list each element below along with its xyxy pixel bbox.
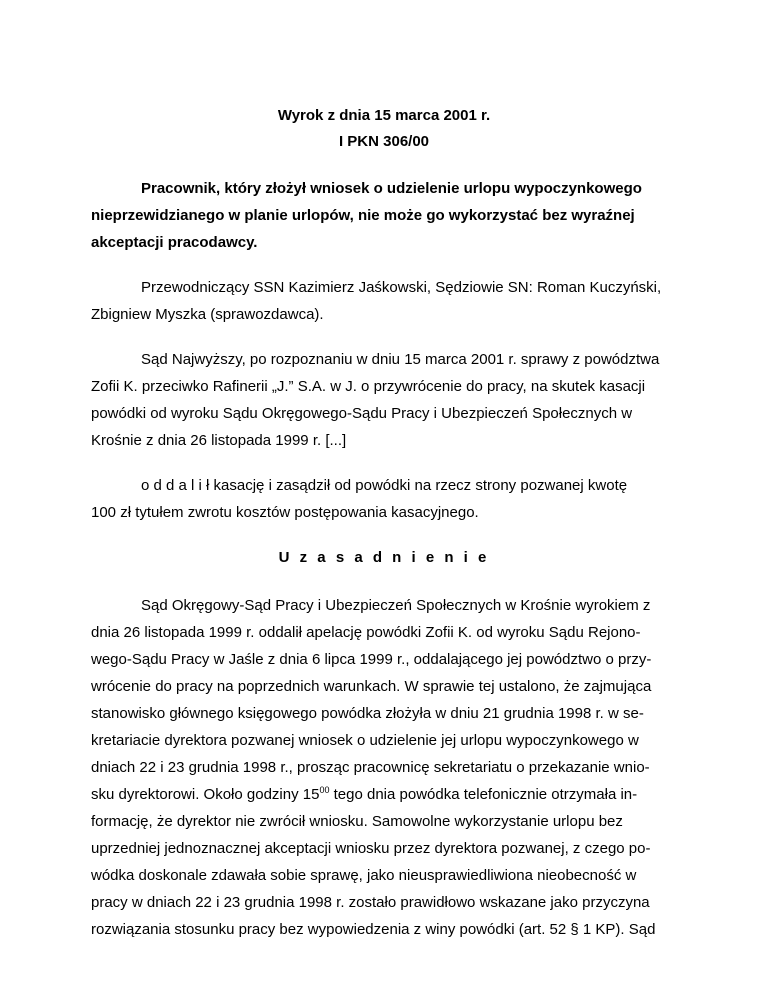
justification-line-12: pracy w dniach 22 i 23 grudnia 1998 r. zostało prawidłowo wskazane jako przyczyna bbox=[91, 894, 650, 911]
justification-line-11: wódka doskonale zdawała sobie sprawę, jako nieusprawiedliwiona nieobecność w bbox=[91, 867, 637, 884]
decision-line-1 bbox=[141, 477, 627, 495]
justification-line-7: dniach 22 i 23 grudnia 1998 r., prosząc pracownicę sekretariatu o przekazanie wnio- bbox=[91, 759, 650, 776]
justification-line-6: kretariacie dyrektora pozwanej wniosek o udzielenie jej urlopu wypoczynkowego w bbox=[91, 732, 639, 749]
justification-line-2: dnia 26 listopada 1999 r. oddalił apelację powódki Zofii K. od wyroku Sądu Rejono- bbox=[91, 624, 641, 641]
judgment-title: Wyrok z dnia 15 marca 2001 r. bbox=[277, 107, 491, 124]
justification-heading: U z a s a d n i e n i e bbox=[278, 549, 490, 566]
ruling-intro-line-3: powódki od wyroku Sądu Okręgowego-Sądu Pracy i Ubezpieczeń Społecznych w bbox=[91, 405, 633, 422]
case-number: I PKN 306/00 bbox=[338, 133, 430, 150]
decision-keyword: o d d a l i ł bbox=[141, 477, 210, 494]
thesis-line-2: nieprzewidzianego w planie urlopów, nie może go wykorzystać bez wyraźnej bbox=[91, 207, 635, 224]
justification-line-8 bbox=[91, 786, 637, 804]
hour-superscript: 00 bbox=[319, 785, 330, 795]
ruling-intro-line-4: Krośnie z dnia 26 listopada 1999 r. [...] bbox=[91, 432, 347, 449]
hour-text-before: sku dyrektorowi. Około godziny 15 bbox=[91, 786, 320, 803]
composition-line-1: Przewodniczący SSN Kazimierz Jaśkowski, Sędziowie SN: Roman Kuczyński, bbox=[141, 279, 662, 296]
justification-line-1: Sąd Okręgowy-Sąd Pracy i Ubezpieczeń Społecznych w Krośnie wyrokiem z bbox=[141, 597, 651, 614]
composition-line-2: Zbigniew Myszka (sprawozdawca). bbox=[91, 306, 324, 323]
thesis-line-1: Pracownik, który złożył wniosek o udzielenie urlopu wypoczynkowego bbox=[141, 180, 642, 197]
justification-line-3: wego-Sądu Pracy w Jaśle z dnia 6 lipca 1999 r., oddalającego jej powództwo o przy- bbox=[91, 651, 652, 668]
ruling-intro-line-1: Sąd Najwyższy, po rozpoznaniu w dniu 15 marca 2001 r. sprawy z powództwa bbox=[141, 351, 660, 368]
justification-line-13: rozwiązania stosunku pracy bez wypowiedzenia z winy powódki (art. 52 § 1 KP). Sąd bbox=[91, 921, 656, 938]
hour-text-after: tego dnia powódka telefonicznie otrzymała in- bbox=[329, 786, 638, 803]
decision-line-2: 100 zł tytułem zwrotu kosztów postępowania kasacyjnego. bbox=[91, 504, 479, 521]
justification-line-9: formację, że dyrektor nie zwrócił wniosku. Samowolne wykorzystanie urlopu bez bbox=[91, 813, 623, 830]
justification-line-4: wrócenie do pracy na poprzednich warunkach. W sprawie tej ustalono, że zajmująca bbox=[91, 678, 652, 695]
justification-line-5: stanowisko głównego księgowego powódka złożyła w dniu 21 grudnia 1998 r. w se- bbox=[91, 705, 644, 722]
decision-text: kasację i zasądził od powódki na rzecz strony pozwanej kwotę bbox=[209, 477, 628, 494]
ruling-intro-line-2: Zofii K. przeciwko Rafinerii „J.” S.A. w J. o przywrócenie do pracy, na skutek kasacji bbox=[91, 378, 646, 395]
thesis-line-3: akceptacji pracodawcy. bbox=[91, 234, 258, 251]
justification-line-10: uprzedniej jednoznacznej akceptacji wniosku przez dyrektora pozwanej, z czego po- bbox=[91, 840, 651, 857]
